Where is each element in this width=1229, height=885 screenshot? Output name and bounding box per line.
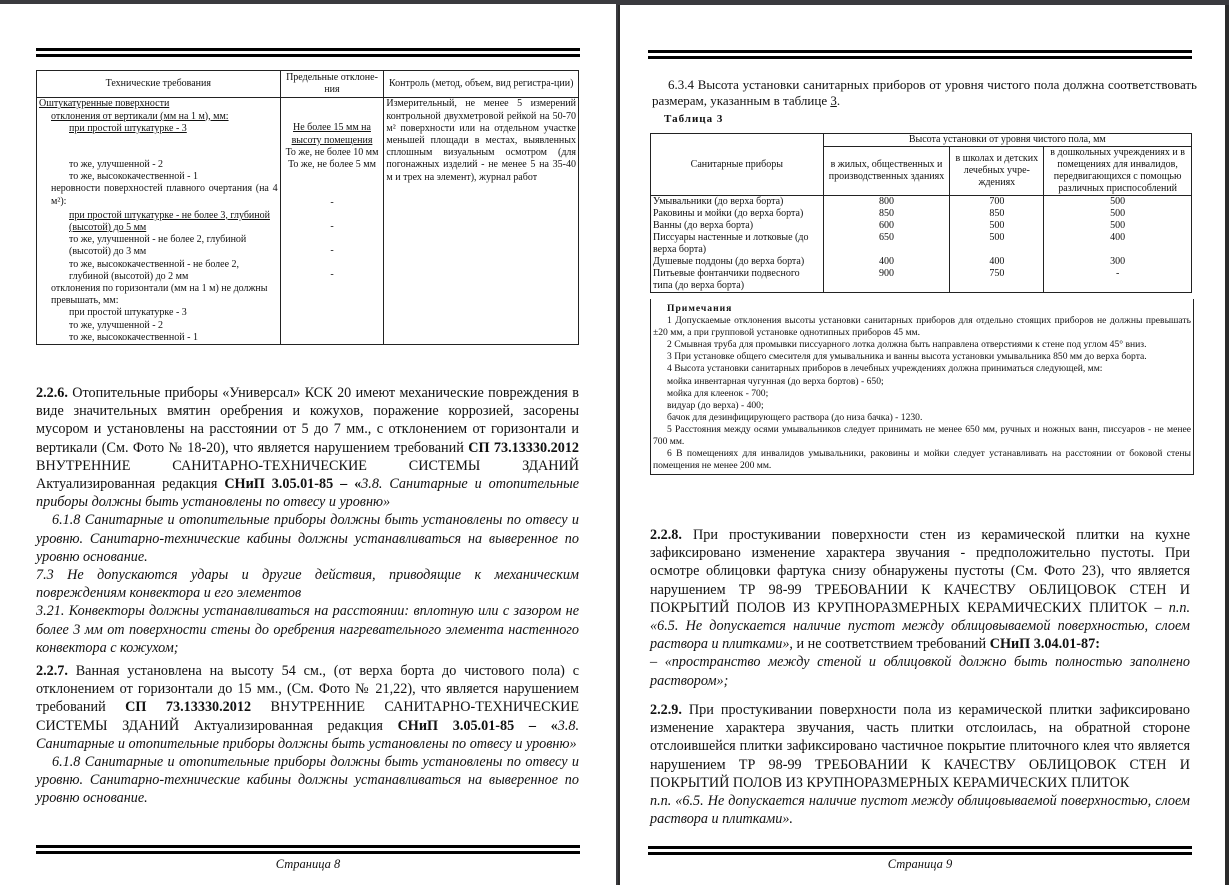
paragraph-text: , и не соответствием требований — [789, 636, 990, 653]
table-row — [651, 196, 1192, 209]
paragraph-text: 6.3.4 Высота установки санитарных приборов от уровня чистого пола должна соответствовать размерам, указанным в таблице — [652, 77, 1197, 108]
table-row — [651, 268, 1192, 293]
page-edge — [1225, 5, 1229, 885]
note-item: 5 Расстояния между осями умывальников следует принимать не менее 650 мм, ручных и ножных ванн, писсуаров - не менее 700 мм. — [653, 423, 1191, 448]
limit-value: То же, не более 5 мм — [288, 159, 376, 171]
paragraph-text: Отопительные приборы «Универсал» КСК 20 имеют механические повреждения в виде значительных вмятин оребрения и кожухов, поражение коррозией, засорены мусором и установлены на расстоянии от 5 до 7 мм., с отклонением от горизонтали и вертикали (См. Фото № 18-20), что является нарушением требований — [36, 385, 579, 456]
height-value: 400 — [823, 256, 950, 268]
standard-ref: СП 73.13330.2012 — [125, 699, 252, 716]
table-row — [651, 208, 1192, 220]
section-title: Оштукатуренные поверхности — [39, 98, 170, 110]
height-value: 500 — [1044, 196, 1192, 209]
note-subitem: видуар (до верха) - 400; — [667, 399, 764, 411]
quote: 7.3 Не допускаются удары и другие действия, приводящие к механическим повреждениям конвектора и его элементов — [36, 567, 579, 602]
standard-ref: СНиП 3.05.01-85 – « — [397, 717, 558, 734]
paragraph-2-2-6 — [36, 384, 579, 657]
page-number: Страница 8 — [275, 857, 341, 871]
notes-title: Примечания — [667, 303, 733, 314]
header-rule — [36, 48, 580, 57]
height-value: - — [1044, 268, 1192, 293]
note-item: 2 Смывная труба для промывки писсуарного лотка должна быть направлена отверстиями к стене под углом 45° вниз. — [667, 339, 1147, 351]
horizontal-deviation-title: отклонения по горизонтали (мм на 1 м) не должны превышать, мм: — [51, 283, 268, 307]
quote: 3.8. Санитарные и отопительные приборы должны быть установлены по отвесу и уровню» — [36, 717, 579, 752]
section-number: 2.2.8. — [650, 527, 682, 543]
fixture-name: Ванны (до верха борта) — [651, 220, 824, 232]
note-item: 3 При установке общего смесителя для умывальника и ванны высота установки умывальника 850 мм до верха борта. — [667, 351, 1147, 363]
table-cell: Измерительный, не менее 5 измерений контрольной двухметровой рейкой на 50-70 м² поверхности или на отдельном участке меньшей площади в местах, выявленных сплошным визуальным осмотром (для погонажных изделий - не менее 5 на 35-40 м и трех на элемент), журнал работ — [384, 98, 579, 344]
height-value: 650 — [823, 232, 950, 256]
quote: – «пространство между стеной и облицовкой должно быть полностью заполнено раствором»; — [650, 654, 1190, 689]
footer-rule — [36, 845, 580, 854]
limit-value: - — [330, 245, 334, 257]
table-row — [651, 220, 1192, 232]
fixture-name: Душевые поддоны (до верха борта) — [651, 256, 824, 268]
table-cell — [280, 98, 384, 344]
table-header: в школах и детских лечебных учре-ждениях — [950, 147, 1044, 196]
height-value: 850 — [950, 208, 1044, 220]
table-item: то же, улучшенной - 2 — [69, 319, 164, 331]
note-subitem: мойка для клеенок - 700; — [667, 387, 769, 399]
table-header: Санитарные приборы — [651, 134, 824, 196]
table-item: при простой штукатурке - 3 — [69, 307, 187, 319]
note-item: 6 В помещениях для инвалидов умывальники, раковины и мойки следует устанавливать на расстоянии от боковой стены помещения не менее 200 мм. — [653, 448, 1191, 472]
table-item: то же, высококачественной - не более 2, глубиной (высотой) до 2 мм — [69, 258, 240, 282]
fixture-name: Раковины и мойки (до верха борта) — [651, 208, 824, 220]
table-row — [37, 98, 579, 344]
height-value: 850 — [823, 208, 950, 220]
table-header: Технические требования — [37, 71, 281, 98]
limit-value: Не более 15 мм на высоту помещения — [291, 122, 373, 146]
standard-ref: СНиП 3.04.01-87: — [989, 636, 1100, 653]
table-header: Высота установки от уровня чистого пола, мм — [823, 134, 1191, 147]
paragraph-2-2-7 — [36, 662, 579, 808]
clause-6-3-4 — [652, 77, 1197, 109]
table-row — [651, 256, 1192, 268]
table-caption: Таблица 3 — [664, 113, 724, 125]
note-subitem: бачок для дезинфицирующего раствора (до низа бачка) - 1230. — [667, 411, 923, 423]
paragraph-text: При простукивании поверхности пола из керамической плитки зафиксировано изменение характера звучания, часть плитки отслоилась, на обратной стороне отслоившейся плитки зафиксировано частичное покрытие плиточного клея что является нарушением ТР 98-99 ТРЕБОВАНИИ К КАЧЕСТВУ ОБЛИЦОВОК СТЕН И ПОКРЫТИЙ ПОЛОВ ИЗ КРУПНОРАЗМЕРНЫХ КЕРАМИЧЕСКИХ ПЛИТОК — [650, 702, 1190, 791]
table-cell — [37, 98, 281, 344]
table-header: в дошкольных учреждениях и в помещениях для инвалидов, передвигающихся с помощью различных приспособлений — [1044, 147, 1192, 196]
table-reference-link[interactable]: 3 — [830, 93, 837, 108]
paragraph-text: . — [836, 93, 841, 108]
height-value: 400 — [1044, 232, 1192, 256]
fixture-name: Умывальники (до верха борта) — [651, 196, 824, 209]
paragraph-2-2-8 — [650, 526, 1190, 690]
note-item: 1 Допускаемые отклонения высоты установки санитарных приборов для отдельно стоящих приборов не должны превышать ±20 мм, а при групповой установке однотипных приборов 45 мм. — [653, 315, 1191, 339]
table-item: то же, высококачественной - 1 — [69, 171, 198, 183]
table-header: Предельные отклоне-ния — [280, 71, 384, 98]
page-number: Страница 9 — [887, 857, 953, 871]
quote: 3.21. Конвекторы должны устанавливаться на расстоянии: вплотную или с зазором не более 3 мм от поверхности стены до оребрения нагревательного элемента настенного конвектора с кожухом; — [36, 603, 579, 656]
height-value: 700 — [950, 196, 1044, 209]
height-value: 400 — [950, 256, 1044, 268]
unevenness-title: неровности поверхностей плавного очертания (на 4 м²): — [51, 183, 278, 207]
height-value: 500 — [950, 220, 1044, 232]
table-item: при простой штукатурке - 3 — [69, 122, 187, 134]
height-value: 300 — [1044, 256, 1192, 268]
height-value: 800 — [823, 196, 950, 209]
fixture-name: Писсуары настенные и лотковые (до верха борта) — [651, 232, 824, 256]
table-notes — [650, 299, 1194, 475]
section-number: 2.2.9. — [650, 702, 682, 718]
quote: 3.8. Санитарные и отопительные приборы должны быть установлены по отвесу и уровню» — [36, 476, 580, 511]
vertical-deviation-title: отклонения от вертикали (мм на 1 м), мм: — [51, 110, 229, 122]
table-item: то же, высококачественной - 1 — [69, 331, 198, 343]
quote: 6.1.8 Санитарные и отопительные приборы должны быть установлены по отвесу и уровню. Санитарно-технические кабины должны устанавливаться на выверенное по уровню основание. — [36, 512, 579, 565]
footer-rule — [648, 846, 1192, 855]
note-item: 4 Высота установки санитарных приборов в лечебных учреждениях должна приниматься следующей, мм: — [667, 363, 1103, 375]
height-value: 600 — [823, 220, 950, 232]
plaster-requirements-table — [36, 70, 579, 345]
standard-ref: СП 73.13330.2012 — [468, 439, 579, 456]
paragraph-text: Ванная установлена на высоту 54 см., (от верха борта до чистового пола) с отклонением от горизонтали до 15 мм., (См. Фото № 21,22), что является нарушением требований — [36, 663, 579, 716]
paragraph-text: При простукивании поверхности стен из керамической плитки на кухне зафиксировано изменение характера звучания - предположительно пустоты. При осмотре облицовки фартука снизу обнаружены пустоты (См. Фото 23), что является нарушением ТР 98-99 ТРЕБОВАНИИ К КАЧЕСТВУ ОБЛИЦОВОК СТЕН И ПОКРЫТИЙ ПОЛОВ ИЗ КРУПНОРАЗМЕРНЫХ КЕРАМИЧЕСКИХ ПЛИТОК – — [650, 527, 1190, 616]
fixture-name: Питьевые фонтанчики подвесного типа (до верха борта) — [651, 268, 824, 293]
document-page-9 — [618, 5, 1227, 885]
table-item: то же, улучшенной - 2 — [69, 159, 164, 171]
limit-value: - — [330, 221, 334, 233]
table-header-row — [37, 71, 579, 98]
standard-ref: СНиП 3.05.01-85 – « — [224, 476, 362, 493]
quote: 6.1.8 Санитарные и отопительные приборы должны быть установлены по отвесу и уровню. Санитарно-технические кабины должны устанавливаться на выверенное по уровню основание. — [36, 754, 579, 807]
table-header: в жилых, общественных и производственных зданиях — [823, 147, 950, 196]
table-item: то же, улучшенной - не более 2, глубиной (высотой) до 3 мм — [69, 234, 247, 258]
quote: п.п. «6.5. Не допускается наличие пустот между облицовываемой поверхностью, слоем раствора и плитками» — [650, 599, 1190, 653]
height-value: 750 — [950, 268, 1044, 293]
height-value: 500 — [1044, 208, 1192, 220]
section-number: 2.2.7. — [36, 663, 68, 679]
paragraph-text: ВНУТРЕННИЕ САНИТАРНО-ТЕХНИЧЕСКИЕ СИСТЕМЫ ЗДАНИЙ Актуализированная редакция — [36, 699, 579, 734]
section-number: 2.2.6. — [36, 385, 68, 401]
header-rule — [648, 50, 1192, 59]
table-header-row — [651, 134, 1192, 147]
height-value: 500 — [950, 232, 1044, 256]
paragraph-2-2-9 — [650, 701, 1190, 828]
note-subitem: мойка инвентарная чугунная (до верха бортов) - 650; — [667, 375, 884, 387]
fixture-height-table — [650, 133, 1192, 293]
paragraph-text: ВНУТРЕННИЕ САНИТАРНО-ТЕХНИЧЕСКИЕ СИСТЕМЫ ЗДАНИЙ Актуализированная редакция — [36, 457, 579, 493]
limit-value: - — [330, 197, 334, 209]
limit-value: - — [330, 269, 334, 281]
height-value: 500 — [1044, 220, 1192, 232]
table-row — [651, 232, 1192, 256]
limit-value: То же, не более 10 мм — [285, 146, 379, 158]
table-header: Контроль (метод, объем, вид регистра-ции) — [384, 71, 579, 98]
document-page-8 — [0, 4, 616, 885]
table-item: при простой штукатурке - не более 3, глубиной (высотой) до 5 мм — [69, 209, 270, 234]
height-value: 900 — [823, 268, 950, 293]
quote: п.п. «6.5. Не допускается наличие пустот между облицовываемой поверхностью, слоем раствора и плитками». — [650, 793, 1190, 828]
